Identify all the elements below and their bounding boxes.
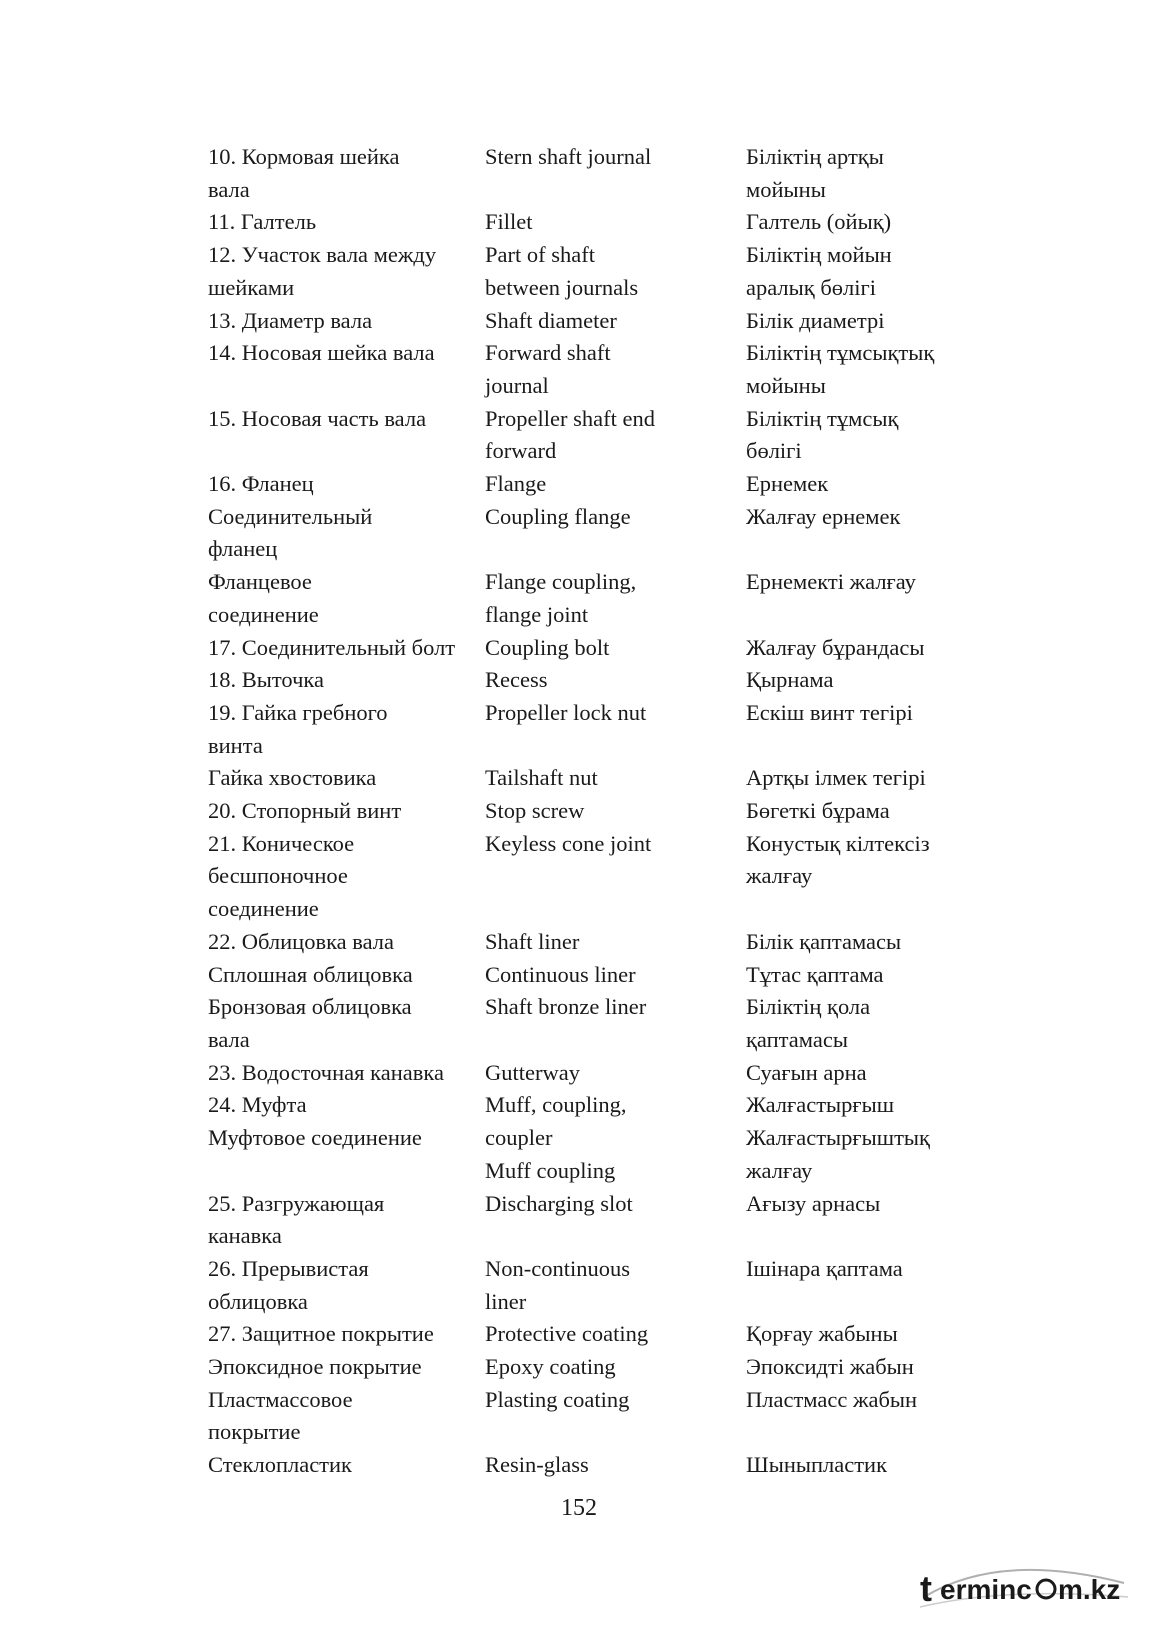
kazakh-term: Білік қаптамасы — [746, 928, 902, 954]
kazakh-term: Бөгеткі бұрама — [746, 798, 890, 824]
kazakh-term: Суағын арна — [746, 1059, 867, 1085]
glossary-row — [208, 1351, 968, 1384]
english-term: Coupling bolt — [485, 634, 610, 660]
glossary-row — [208, 566, 968, 631]
glossary-row — [208, 1057, 968, 1090]
kazakh-term: Ішінара қаптама — [746, 1255, 903, 1281]
russian-term: 22. Облицовка вала — [208, 928, 394, 954]
english-term: Flange — [485, 471, 547, 497]
english-term: Epoxy coating — [485, 1354, 616, 1380]
kazakh-term: Жалғау ернемек — [746, 503, 901, 529]
glossary-row — [208, 239, 968, 304]
svg-text:t: t — [920, 1568, 932, 1609]
glossary-row — [208, 1089, 968, 1122]
kazakh-term: Галтель (ойық) — [746, 209, 892, 235]
kazakh-term: Біліктің қола қаптамасы — [746, 994, 871, 1052]
kazakh-term: Тұтас қаптама — [746, 961, 884, 987]
glossary-row — [208, 501, 968, 566]
english-term: Stern shaft journal — [485, 144, 652, 169]
russian-term: 21. Коническое бесшпоночное соединение — [208, 830, 355, 922]
kazakh-term: Біліктің артқы мойыны — [746, 144, 884, 202]
russian-term: 13. Диаметр вала — [208, 307, 373, 333]
russian-term: Сплошная облицовка — [208, 961, 413, 987]
english-term: Gutterway — [485, 1059, 580, 1085]
english-term: Shaft bronze liner — [485, 994, 647, 1020]
glossary-row — [208, 337, 968, 402]
russian-term: Пластмассовое покрытие — [208, 1386, 353, 1445]
glossary-row — [208, 991, 968, 1056]
russian-term: 10. Кормовая шейка вала — [208, 144, 400, 202]
glossary-row — [208, 926, 968, 959]
kazakh-term: Жалғау бұрандасы — [746, 634, 925, 660]
russian-term: 23. Водосточная канавка — [208, 1059, 444, 1085]
kazakh-term: Эпоксидті жабын — [746, 1354, 914, 1380]
termincom-watermark — [910, 1557, 1132, 1617]
termincom-logo-icon — [910, 1557, 1132, 1617]
english-term: Non-continuous liner — [485, 1255, 630, 1314]
english-term: Flange coupling, flange joint — [485, 569, 637, 627]
glossary-row — [208, 1253, 968, 1318]
russian-term: 26. Прерывистая облицовка — [208, 1255, 369, 1314]
kazakh-term: Қорғау жабыны — [746, 1321, 898, 1347]
english-term: Keyless cone joint — [485, 830, 652, 856]
english-term: Stop screw — [485, 798, 585, 824]
kazakh-term: Ернемекті жалғау — [746, 569, 916, 595]
kazakh-term: Пластмасс жабын — [746, 1386, 918, 1412]
page-number: 152 — [561, 1495, 597, 1521]
russian-term: 25. Разгружающая канавка — [208, 1190, 385, 1249]
kazakh-term: Артқы ілмек тегірі — [746, 765, 926, 791]
russian-term: 20. Стопорный винт — [208, 798, 402, 824]
svg-text:erminc: erminc — [940, 1574, 1032, 1605]
glossary-row — [208, 1318, 968, 1351]
kazakh-term: Қырнама — [746, 667, 834, 693]
kazakh-term: Біліктің тұмсықтық мойыны — [746, 340, 935, 398]
kazakh-term: Шыныпластик — [746, 1452, 888, 1478]
russian-term: 19. Гайка гребного винта — [208, 699, 388, 758]
kazakh-term: Білік диаметрі — [746, 307, 885, 333]
russian-term: 18. Выточка — [208, 667, 324, 693]
glossary-table — [208, 141, 968, 1482]
russian-term: Стеклопластик — [208, 1452, 352, 1478]
english-term: Forward shaft journal — [485, 340, 611, 398]
russian-term: Фланцевое соединение — [208, 569, 319, 627]
english-term: Protective coating — [485, 1321, 649, 1347]
kazakh-term: Ескіш винт тегірі — [746, 699, 913, 725]
english-term: Tailshaft nut — [485, 765, 598, 791]
english-term: Shaft diameter — [485, 307, 617, 333]
glossary-row — [208, 141, 968, 206]
kazakh-term: Ернемек — [746, 471, 829, 497]
kazakh-term: Біліктің мойын аралық бөлігі — [746, 242, 892, 300]
english-term: Plasting coating — [485, 1386, 630, 1412]
russian-term: 17. Соединительный болт — [208, 634, 456, 660]
russian-term: 14. Носовая шейка вала — [208, 340, 435, 366]
glossary-row — [208, 828, 968, 926]
russian-term: 27. Защитное покрытие — [208, 1321, 434, 1347]
glossary-row — [208, 305, 968, 338]
english-term: Propeller lock nut — [485, 699, 647, 725]
glossary-row — [208, 1188, 968, 1253]
glossary-row — [208, 1449, 968, 1482]
glossary-row — [208, 664, 968, 697]
glossary-row — [208, 959, 968, 992]
english-term: Coupling flange — [485, 503, 631, 529]
glossary-row — [208, 468, 968, 501]
kazakh-term: Ағызу арнасы — [746, 1190, 881, 1216]
russian-term: 11. Галтель — [208, 209, 317, 235]
english-term: Propeller shaft end forward — [485, 405, 655, 464]
glossary-row — [208, 206, 968, 239]
english-term: Fillet — [485, 209, 533, 235]
russian-term: Муфтовое соединение — [208, 1125, 422, 1151]
russian-term: Эпоксидное покрытие — [208, 1354, 422, 1380]
glossary-row — [208, 697, 968, 762]
english-term: Continuous liner — [485, 961, 636, 987]
glossary-row — [208, 1384, 968, 1449]
kazakh-term: Жалғастырғыштық жалғау — [746, 1125, 930, 1183]
english-term: Resin-glass — [485, 1452, 589, 1478]
russian-term: 12. Участок вала между шейками — [208, 242, 437, 300]
kazakh-term: Біліктің тұмсық бөлігі — [746, 405, 899, 464]
russian-term: 16. Фланец — [208, 471, 314, 497]
glossary-row — [208, 1122, 968, 1187]
glossary-row — [208, 762, 968, 795]
glossary-row — [208, 632, 968, 665]
english-term: coupler Muff coupling — [485, 1125, 616, 1183]
russian-term: Соединительный фланец — [208, 503, 373, 562]
russian-term: Гайка хвостовика — [208, 765, 377, 791]
svg-text:m.kz: m.kz — [1058, 1574, 1121, 1605]
english-term: Shaft liner — [485, 928, 580, 954]
kazakh-term: Конустық кілтексіз жалғау — [746, 830, 930, 889]
english-term: Muff, coupling, — [485, 1092, 627, 1118]
russian-term: 24. Муфта — [208, 1092, 307, 1118]
english-term: Discharging slot — [485, 1190, 633, 1216]
glossary-row — [208, 795, 968, 828]
russian-term: 15. Носовая часть вала — [208, 405, 427, 431]
russian-term: Бронзовая облицовка вала — [208, 994, 412, 1052]
english-term: Recess — [485, 667, 548, 693]
glossary-row — [208, 403, 968, 468]
kazakh-term: Жалғастырғыш — [746, 1092, 895, 1118]
english-term: Part of shaft between journals — [485, 242, 639, 300]
